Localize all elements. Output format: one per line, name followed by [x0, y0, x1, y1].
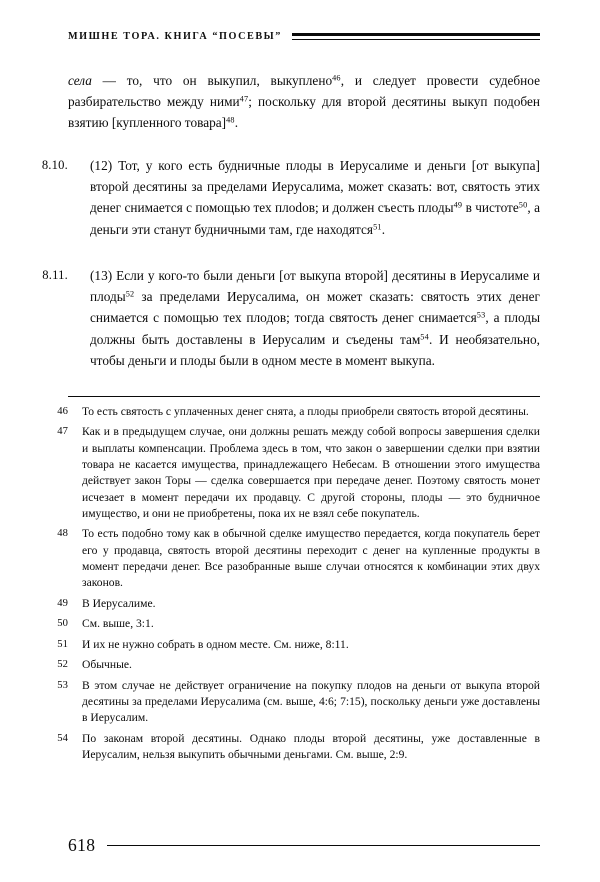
- footnote-marker-47[interactable]: 47: [239, 94, 249, 104]
- section-8-10-text-2: в чистоте: [462, 200, 519, 216]
- footnote-number: 54: [57, 732, 68, 744]
- footnote-text: То есть святость с уплаченных денег снята, а плоды приобрели святость второй десятины.: [82, 405, 529, 418]
- footnote-text: И их не нужно собрать в одном месте. См. ниже, 8:11.: [82, 637, 349, 651]
- section-number-8-10: 8.10.: [41, 158, 68, 172]
- footnote-marker-54[interactable]: 54: [420, 332, 429, 342]
- footnote-number: 46: [57, 406, 68, 417]
- footnote-marker-46[interactable]: 46: [332, 73, 341, 83]
- lead-paragraph-text-4: .: [234, 115, 239, 131]
- page-number: 618: [68, 835, 96, 855]
- footnote-item: [44, 424, 540, 522]
- footnote-text: Обычные.: [82, 658, 132, 672]
- footnote-text: В Иерусалиме.: [82, 596, 156, 610]
- footnote-text: В этом случае не действует ограничение на покупку плодов на деньги от выкупа второй десятины за пределами Иерусалима (см. выше, 4:6; 7:15), поскольку деньги уже доставлены в Иерусалим.: [82, 678, 540, 725]
- footnote-marker-48[interactable]: 48: [226, 116, 235, 126]
- footnote-number: 48: [57, 528, 68, 540]
- footnote-item: [44, 526, 540, 591]
- running-head-rule-thick: [292, 33, 540, 36]
- footnote-marker-51[interactable]: 51: [373, 222, 382, 232]
- footnote-marker-52[interactable]: 52: [125, 289, 135, 299]
- footnote-marker-49[interactable]: 49: [453, 201, 463, 211]
- section-8-11-text-4: . И необязательно, чтобы деньги и плоды были в одном месте в момент выкупа.: [90, 331, 540, 368]
- lead-paragraph: [68, 70, 540, 134]
- footnote-marker-53[interactable]: 53: [476, 311, 486, 321]
- running-head-title: МИШНЕ ТОРА. КНИГА “ПОСЕВЫ”: [68, 31, 282, 42]
- section-number-8-11: 8.11.: [42, 268, 68, 282]
- footnote-list: [44, 404, 540, 768]
- footnote-number: 47: [57, 426, 68, 438]
- lead-paragraph-italic-opening: села: [68, 73, 92, 88]
- section-8-11-text-2: за пределами Иерусалима, он может сказать: святость этих денег снимается с помощью тех плодов; тогда святость денег снимается: [90, 289, 540, 326]
- footnote-item: [44, 657, 540, 673]
- section-8-10-text-1: Тот, у кого есть будничные плоды в Иерусалиме и деньги [от выкупа] второй десятины за пределами Иерусалима, может сказать: вот, святость этих денег снимается с помощью тех плоdов; и должен съесть плоды: [90, 158, 540, 216]
- section-8-11-text-1: Если у кого-то были деньги [от выкупа второй] десятины в Иерусалиме и плоды: [90, 268, 540, 305]
- halacha-section-8-10: [18, 155, 540, 240]
- running-head: [68, 31, 540, 42]
- paragraph-label-12: (12): [90, 158, 113, 173]
- footnote-item: [44, 616, 540, 632]
- running-head-rule: [292, 32, 540, 41]
- section-8-10-text-4: .: [381, 221, 386, 237]
- lead-paragraph-text-2: , и следует провести судебное разбирательство между ними: [68, 73, 540, 110]
- footnote-number: 53: [57, 679, 68, 691]
- running-head-rule-thin: [292, 39, 540, 40]
- footnote-text: Как и в предыдущем случае, они должны решать между собой вопросы завершения сделки и выплаты компенсации. Проблема здесь в том, что закон о завершении сделки при взятии товара не касается имущества, принадлежащего Небесам. В отношении этого имущества действует закон Торы — сделка совершается при передаче денег. Поэтому святость монет исчезает в момент передачи их продавцу. С другой стороны, плоды — это будничное имущество, и они не приобретены, пока их не взял себе покупатель.: [82, 425, 540, 520]
- halacha-section-8-11: [18, 265, 540, 371]
- footnote-number: 50: [57, 618, 68, 630]
- paragraph-label-13: (13): [90, 268, 113, 283]
- footnote-number: 51: [57, 638, 68, 650]
- folio: [68, 835, 540, 856]
- footnote-number: 49: [57, 597, 68, 609]
- section-body-8-10: [90, 155, 540, 240]
- footnote-marker-50[interactable]: 50: [518, 201, 528, 211]
- footnote-number: 52: [57, 659, 68, 671]
- lead-paragraph-text-3: ; поскольку для второй десятины выкуп подобен взятию [купленного товара]: [68, 94, 540, 131]
- footnote-item: [44, 678, 540, 727]
- folio-rule: [107, 845, 540, 847]
- footnote-text: См. выше, 3:1.: [82, 617, 154, 631]
- footnote-item: [44, 731, 540, 764]
- lead-paragraph-text-1: — то, что он выкупил, выкуплено: [91, 73, 333, 88]
- footnote-item: [44, 596, 540, 612]
- section-8-10-text-3: , а деньги эти станут будничными там, где находятся: [90, 200, 540, 237]
- footnote-separator-rule: [68, 396, 540, 397]
- section-8-11-text-3: , а плоды должны быть доставлены в Иерусалим и съедены там: [90, 310, 541, 347]
- footnote-text: То есть подобно тому как в обычной сделке имущество передается, когда покупатель берет его у продавца, святость второй десятины переходит с денег на купленные продукты в момент передачи денег. Все разобранные выше случаи относятся к комбинации этих двух законов.: [82, 527, 540, 590]
- footnote-item: [44, 637, 540, 653]
- footnote-item: [44, 404, 540, 420]
- section-body-8-11: [90, 265, 540, 371]
- footnote-text: По законам второй десятины. Однако плоды второй десятины, уже доставленные в Иерусалим, нельзя выкупить обычными деньгами. См. выше, 2:9.: [82, 731, 540, 762]
